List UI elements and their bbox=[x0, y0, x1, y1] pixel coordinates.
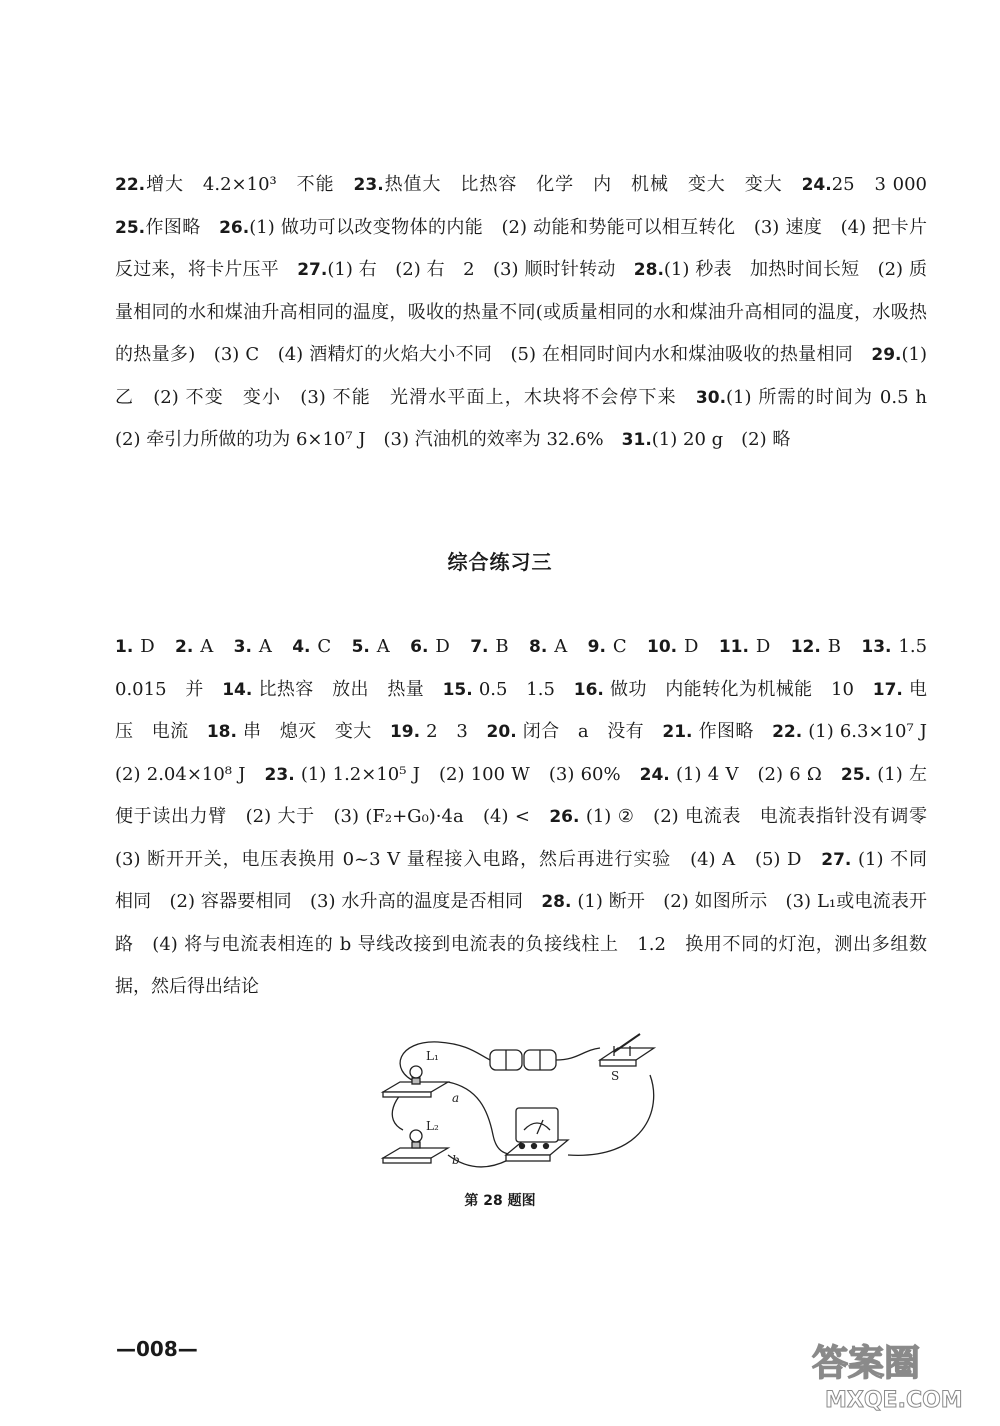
answer-text: (1) 右 (2) 右 2 (3) 顺时针转动 bbox=[327, 259, 634, 280]
watermark-logo bbox=[800, 1335, 970, 1413]
question-number: 15. bbox=[442, 679, 473, 700]
answer-text: 增大 4.2×10³ 不能 bbox=[145, 174, 354, 195]
question-number: 27. bbox=[821, 849, 852, 870]
question-number: 22. bbox=[772, 722, 803, 742]
lamp-l1-icon bbox=[383, 1066, 448, 1097]
question-number: 6. bbox=[410, 637, 429, 657]
question-number: 12. bbox=[790, 637, 821, 657]
answer-text: C bbox=[605, 636, 647, 657]
watermark-url: MXQE.COM bbox=[825, 1388, 963, 1413]
answer-text: 0.5 1.5 bbox=[472, 678, 574, 700]
page-number: —008— bbox=[116, 1337, 198, 1361]
figure-caption: 第 28 题图 bbox=[464, 1193, 536, 1209]
answer-text: 闭合 a 没有 bbox=[516, 721, 663, 742]
circuit-diagram bbox=[378, 1030, 658, 1180]
question-number: 13. bbox=[861, 637, 892, 657]
answer-text: D bbox=[133, 636, 176, 657]
question-number: 17. bbox=[872, 679, 903, 700]
answer-text: 做功 内能转化为机械能 10 bbox=[603, 678, 873, 700]
question-number: 20. bbox=[486, 722, 517, 742]
answer-text: (1) 乙 (2) 不变 变小 (3) 不能 光滑水平面上，木块将不会停下来 bbox=[115, 344, 927, 408]
battery-icon bbox=[490, 1050, 556, 1070]
question-number: 5. bbox=[351, 637, 370, 657]
answer-text: B bbox=[820, 636, 862, 657]
watermark-logo-text: 答案圈 bbox=[812, 1343, 921, 1384]
question-number: 4. bbox=[292, 637, 311, 657]
answer-text: (1) 不同 相同 (2) 容器要相同 (3) 水升高的温度是否相同 bbox=[115, 848, 945, 912]
question-number: 9. bbox=[587, 637, 606, 657]
question-number: 27. bbox=[297, 260, 328, 280]
question-number: 7. bbox=[470, 637, 489, 657]
question-number: 29. bbox=[871, 345, 902, 365]
answer-text: A bbox=[193, 636, 234, 657]
question-number: 31. bbox=[621, 430, 652, 450]
answer-text: A bbox=[251, 636, 293, 657]
question-number: 23. bbox=[264, 764, 295, 785]
wire-b-label: b bbox=[452, 1153, 460, 1167]
ammeter-icon bbox=[506, 1108, 568, 1161]
question-number: 11. bbox=[718, 637, 749, 657]
answer-text: (1) 20 g (2) 略 bbox=[651, 429, 791, 450]
question-number: 18. bbox=[206, 722, 237, 742]
question-number: 24. bbox=[801, 175, 832, 195]
answers-section-1 bbox=[115, 164, 945, 462]
answer-text: (1) 6.3×10⁷ J (2) 2.04×10⁸ J bbox=[115, 721, 945, 785]
question-number: 10. bbox=[646, 637, 678, 657]
answer-text: (1) 断开 (2) 如图所示 (3) L₁或电流表开路 (4) 将与电流表相连的 b 导线改接到电流表的负接线柱上 1.2 换用不同的灯泡，测出多组数据，然后得出结论 bbox=[115, 891, 928, 997]
question-number: 28. bbox=[633, 260, 664, 280]
answer-text: (1) 1.2×10⁵ J (2) 100 W (3) 60% bbox=[294, 763, 640, 785]
question-number: 19. bbox=[389, 722, 421, 742]
lamp-l1-label: L₁ bbox=[426, 1049, 439, 1063]
answer-text: D bbox=[677, 636, 719, 657]
answer-text: D bbox=[428, 636, 471, 657]
answer-text: (1) 所需的时间为 0.5 h (2) 牵引力所做的功为 6×10⁷ J (3) 汽油机的效率为 32.6% bbox=[115, 386, 945, 450]
answer-text: (1) 4 V (2) 6 Ω bbox=[669, 763, 841, 785]
question-number: 24. bbox=[639, 764, 670, 785]
answer-text: 2 3 bbox=[420, 721, 487, 742]
answer-text: C bbox=[310, 636, 352, 657]
question-number: 25. bbox=[115, 217, 146, 238]
answer-text: 热值大 比热容 化学 内 机械 变大 变大 bbox=[383, 174, 802, 195]
switch-icon bbox=[600, 1034, 654, 1066]
lamp-l2-label: L₂ bbox=[426, 1119, 439, 1133]
answer-text: 1.5 0.015 并 bbox=[115, 636, 946, 700]
answer-text: (1) 做功可以改变物体的内能 (2) 动能和势能可以相互转化 (3) 速度 (4) 把卡片反过来，将卡片压平 bbox=[115, 216, 928, 280]
question-number: 23. bbox=[353, 175, 384, 195]
answer-text: A bbox=[547, 636, 588, 657]
question-number: 22. bbox=[115, 175, 146, 195]
question-number: 26. bbox=[549, 807, 580, 827]
answer-text: 作图略 bbox=[145, 216, 220, 238]
wire-switch-to-meter bbox=[568, 1075, 654, 1155]
question-number: 28. bbox=[541, 892, 572, 912]
answers-section-2 bbox=[115, 626, 946, 1009]
question-number: 16. bbox=[573, 679, 604, 700]
question-number: 1. bbox=[115, 637, 134, 657]
question-number: 8. bbox=[529, 637, 548, 657]
question-number: 3. bbox=[233, 637, 252, 657]
answer-text: 25 3 000 bbox=[831, 174, 945, 195]
switch-label: S bbox=[611, 1069, 620, 1083]
answer-text: D bbox=[748, 636, 791, 657]
section-title: 综合练习三 bbox=[447, 550, 553, 574]
answer-text: 比热容 放出 热量 bbox=[252, 678, 443, 700]
question-number: 2. bbox=[175, 637, 194, 657]
answer-text: 电压 电流 bbox=[115, 678, 927, 742]
answer-text: 串 熄灭 变大 bbox=[236, 721, 390, 742]
answer-text: (1) 左 便于读出力臂 (2) 大于 (3) (F₂+G₀)·4a (4) < bbox=[115, 763, 945, 827]
question-number: 14. bbox=[222, 679, 253, 700]
question-number: 26. bbox=[219, 217, 250, 238]
question-number: 21. bbox=[662, 722, 693, 742]
wire-battery-to-switch bbox=[556, 1048, 600, 1060]
question-number: 30. bbox=[695, 387, 727, 408]
answer-text: (1) ② (2) 电流表 电流表指针没有调零 (3) 断开开关，电压表换用 0~3 V 量程接入电路，然后再进行实验 (4) A (5) D bbox=[115, 806, 945, 870]
answer-text: A bbox=[369, 636, 411, 657]
answer-text: (1) 秒表 加热时间长短 (2) 质量相同的水和煤油升高相同的温度，吸收的热量不同(或质量相同的水和煤油升高相同的温度，水吸热的热量多) (3) C (4) 酒精灯的火焰大小不同 (5) 在相同时间内水和煤油吸收的热量相同 bbox=[115, 259, 928, 365]
answer-text: B bbox=[488, 636, 530, 657]
wire-a-label: a bbox=[452, 1091, 460, 1105]
question-number: 25. bbox=[840, 764, 872, 785]
lamp-l2-icon bbox=[383, 1130, 448, 1163]
answer-text: 作图略 bbox=[692, 721, 773, 742]
